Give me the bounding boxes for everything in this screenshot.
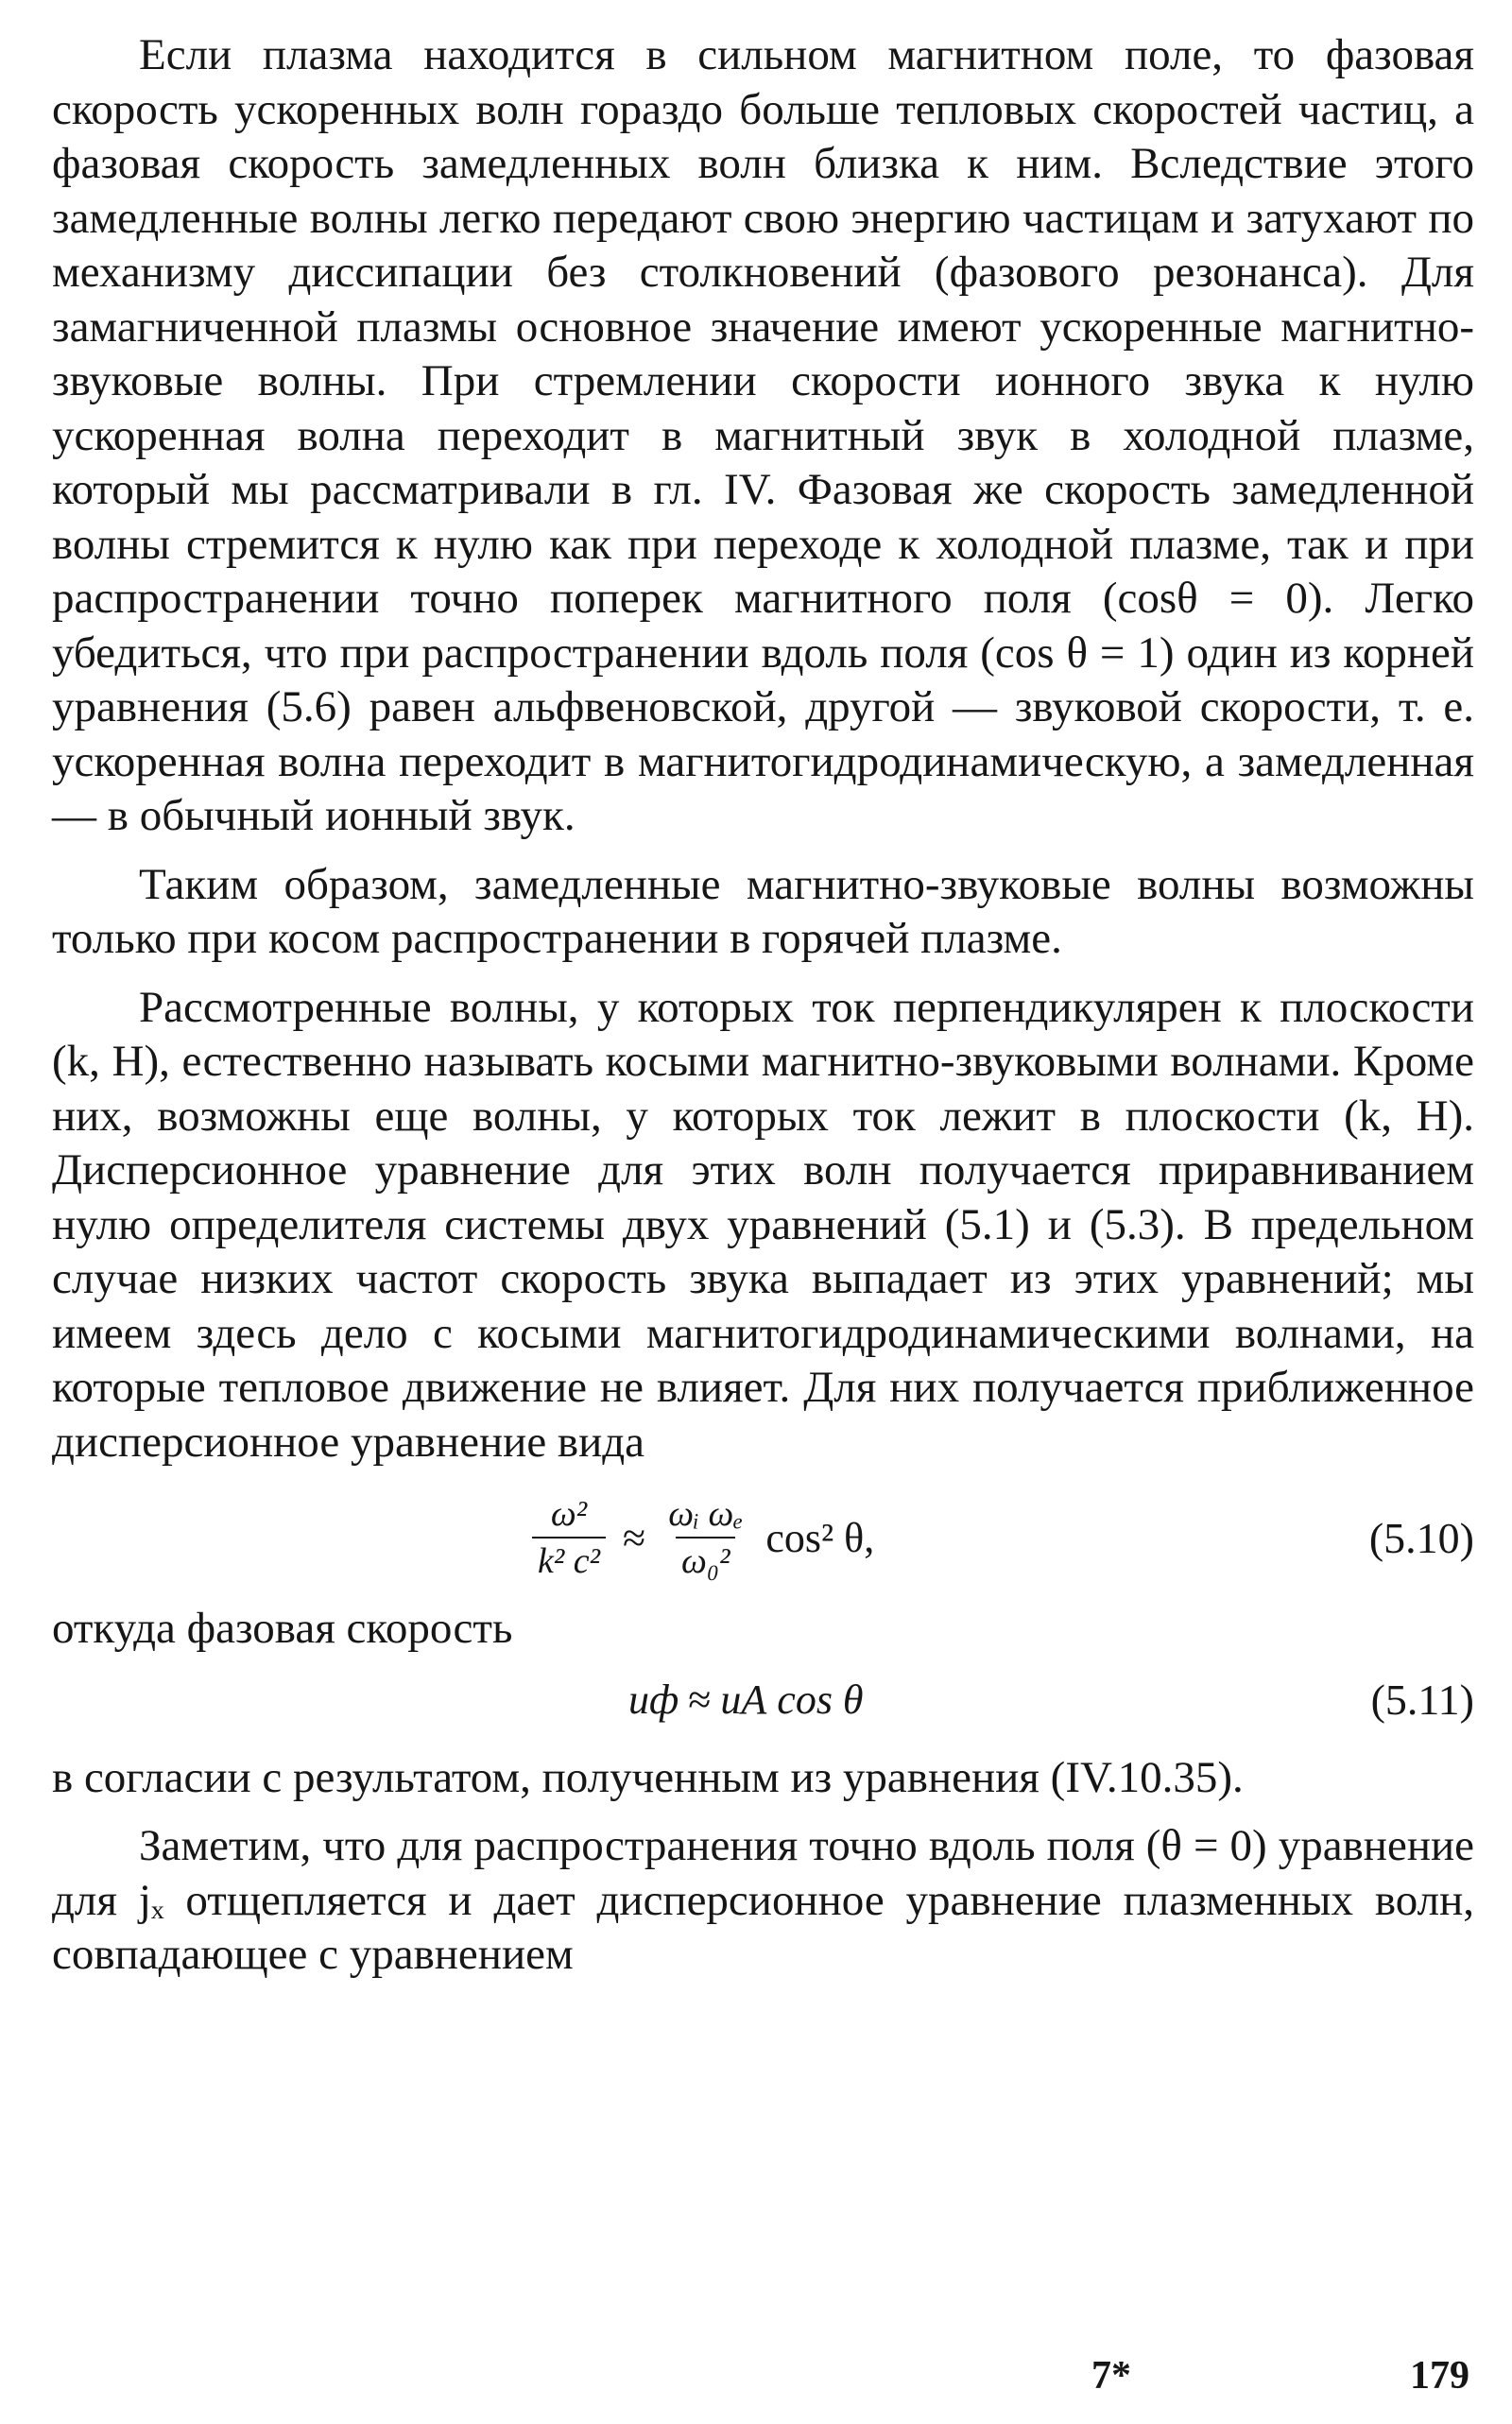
page-body — [52, 28, 1474, 1983]
equation-number-5-10: (5.10) — [1368, 1513, 1474, 1562]
equation-5-10-body — [524, 1481, 874, 1594]
page-footer — [1091, 2353, 1469, 2398]
alfven-term: uА cos θ — [720, 1676, 864, 1723]
rhs-denominator: ω₀² — [676, 1537, 735, 1582]
final-paragraph: Заметим, что для распространения точно вдоль поля (θ = 0) уравнение для jₓ отщепляется и дает дисперсионное уравнение плазменных волн, совпадающее с уравнением — [52, 1821, 1474, 1979]
paragraph-3: Рассмотренные волны, у которых ток перпендикулярен к плоскости (k, H), естественно называть косыми магнитно-звуковыми волнами. Кроме них, возможны еще волны, у которых ток лежит в плоскости (k, H). Дисперсионное уравнение для этих волн получается приравниванием нулю определителя системы двух уравнений (5.1) и (5.3). В предельном случае низких частот скорость звука выпадает из этих уравнений; мы имеем здесь дело с косыми магнитогидродинамическими волнами, на которые тепловое движение не влияет. Для них получается приближенное дисперсионное уравнение вида — [52, 982, 1474, 1467]
between-text: откуда фазовая скорость — [52, 1604, 513, 1653]
paragraph-2: Таким образом, замедленные магнитно-звуковые волны возможны только при косом распространении в горячей плазме. — [52, 859, 1474, 963]
paragraph-1: Если плазма находится в сильном магнитном поле, то фазовая скорость ускоренных волн гораздо больше тепловых скоростей частиц, а фазовая скорость замедленных волн близка к ним. Вследствие этого замедленные волны легко передают свою энергию частицам и затухают по механизму диссипации без столкновений (фазового резонанса). Для замагниченной плазмы основное значение имеют ускоренные магнитно-звуковые волны. При стремлении скорости ионного звука к нулю ускоренная волна переходит в магнитный звук в холодной плазме, который мы рассматривали в гл. IV. Фазовая же скорость замедленной волны стремится к нулю как при переходе к холодной плазме, так и при распространении точно поперек магнитного поля (cosθ = 0). Легко убедиться, что при распространении вдоль поля (cos θ = 1) один из корней уравнения (5.6) равен альфвеновской, другой — звуковой скорости, т. е. ускоренная волна переходит в магнитогидродинамическую, а замедленная — в обычный ионный звук. — [52, 30, 1474, 840]
rhs-cos-term: cos² θ, — [765, 1514, 875, 1561]
lhs-numerator: ω² — [550, 1494, 588, 1534]
equation-number-5-11: (5.11) — [1370, 1676, 1474, 1724]
lhs-denominator: k² c² — [532, 1537, 606, 1582]
equation-5-11-body — [628, 1662, 864, 1738]
equation-5-11 — [52, 1662, 1474, 1738]
page-number: 179 — [1410, 2354, 1469, 2398]
rhs-fraction — [662, 1493, 748, 1582]
equation-5-10 — [52, 1481, 1474, 1594]
lhs-fraction — [532, 1493, 606, 1582]
after-text: в согласии с результатом, полученным из уравнения (IV.10.35). — [52, 1752, 1244, 1802]
signature-mark: 7* — [1091, 2354, 1131, 2398]
phase-velocity: uф — [628, 1676, 679, 1723]
rhs-numerator: ωᵢ ωₑ — [668, 1494, 744, 1534]
approx-sign-2: ≈ — [688, 1676, 712, 1723]
approx-sign: ≈ — [623, 1514, 646, 1561]
